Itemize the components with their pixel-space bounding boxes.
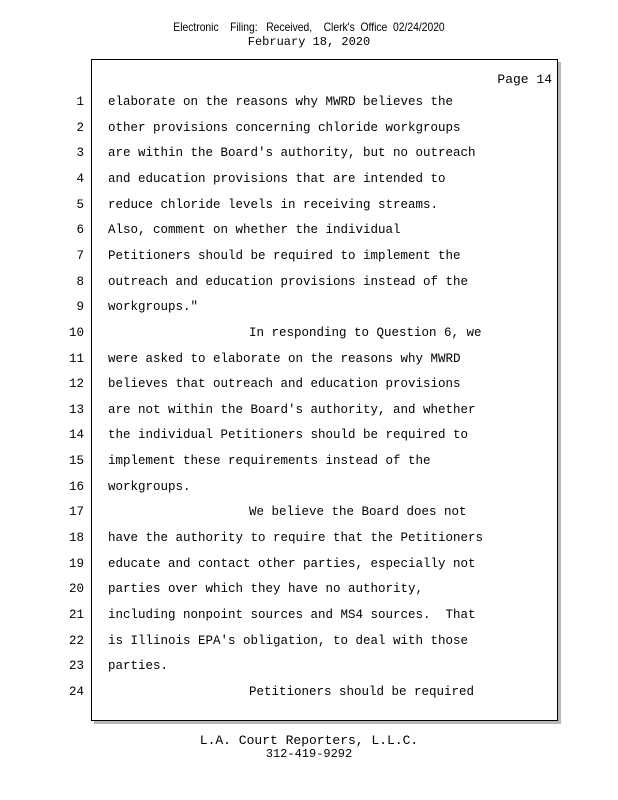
line-number: 24 [68,684,84,699]
line-number: 15 [68,454,84,469]
reporter-phone: 312-419-9292 [265,747,353,761]
line-number: 10 [68,325,84,340]
line-number: 5 [76,197,84,212]
line-text: reduce chloride levels in receiving streams. [108,197,439,212]
transcript-line [0,146,618,172]
line-number: 19 [68,556,84,571]
line-text: including nonpoint sources and MS4 sources. That [108,608,476,622]
line-text: Also, comment on whether the individual [108,223,401,238]
line-text: believes that outreach and education provisions [108,377,461,392]
transcript-line [0,172,618,198]
line-number: 16 [68,479,84,494]
line-number: 18 [68,531,84,546]
line-text: workgroups. [108,479,191,494]
line-number: 6 [76,223,84,238]
line-text: In responding to Question 6, we [249,325,482,340]
transcript-line [0,249,618,275]
transcript-line [0,582,618,608]
line-number: 7 [76,248,84,263]
line-text: Petitioners should be required to implement the [108,248,461,263]
line-number: 17 [68,505,84,520]
transcript-line [0,198,618,224]
line-number: 11 [68,351,84,366]
line-number: 20 [68,582,84,597]
line-text: We believe the Board does not [249,505,467,520]
line-number: 21 [68,608,84,622]
transcript-line [0,480,618,506]
line-number: 3 [76,146,84,161]
transcript-line [0,634,618,660]
line-text: other provisions concerning chloride workgroups [108,120,461,135]
transcript-line [0,454,618,480]
transcript-line [0,428,618,454]
page-number: Page 14 [497,72,552,87]
transcript-line [0,300,618,326]
line-text: outreach and education provisions instead of the [108,274,469,289]
line-text: educate and contact other parties, especially not [108,556,476,571]
transcript-line [0,557,618,583]
line-number: 2 [76,120,84,135]
transcript-line [0,95,618,121]
line-number: 1 [76,95,84,109]
transcript-line [0,275,618,301]
line-text: parties. [108,659,169,674]
transcript-line [0,531,618,557]
line-text: have the authority to require that the Petitioners [108,531,484,546]
transcript-line [0,608,618,634]
line-text: parties over which they have no authority, [108,582,424,597]
transcript-line [0,352,618,378]
transcript-line [0,223,618,249]
transcript-line [0,659,618,685]
line-text: workgroups." [108,300,199,315]
transcript-line [0,326,618,352]
line-text: the individual Petitioners should be required to [108,428,469,443]
line-number: 12 [68,377,84,392]
line-text: elaborate on the reasons why MWRD believes the [108,95,454,109]
line-number: 8 [76,274,84,289]
transcript-line [0,685,618,711]
line-number: 22 [68,633,84,648]
line-text: is Illinois EPA's obligation, to deal with those [108,633,469,648]
line-text: implement these requirements instead of the [108,454,431,469]
line-text: Petitioners should be required [249,684,475,699]
transcript-line [0,403,618,429]
line-number: 13 [68,402,84,417]
line-number: 14 [68,428,84,443]
line-text: are not within the Board's authority, and whether [108,402,476,417]
document-date: February 18, 2020 [247,35,371,49]
line-text: were asked to elaborate on the reasons why MWRD [108,351,461,366]
line-text: and education provisions that are intended to [108,171,446,186]
reporter-company: L.A. Court Reporters, L.L.C. [199,733,419,748]
transcript-line [0,505,618,531]
line-text: are within the Board's authority, but no outreach [108,146,476,161]
line-number: 9 [76,300,84,315]
line-number: 4 [76,171,84,186]
transcript-line [0,377,618,403]
line-number: 23 [68,659,84,674]
filing-stamp: Electronic Filing: Received, Clerk's Office 02/24/2020 [173,20,445,34]
transcript-line [0,121,618,147]
